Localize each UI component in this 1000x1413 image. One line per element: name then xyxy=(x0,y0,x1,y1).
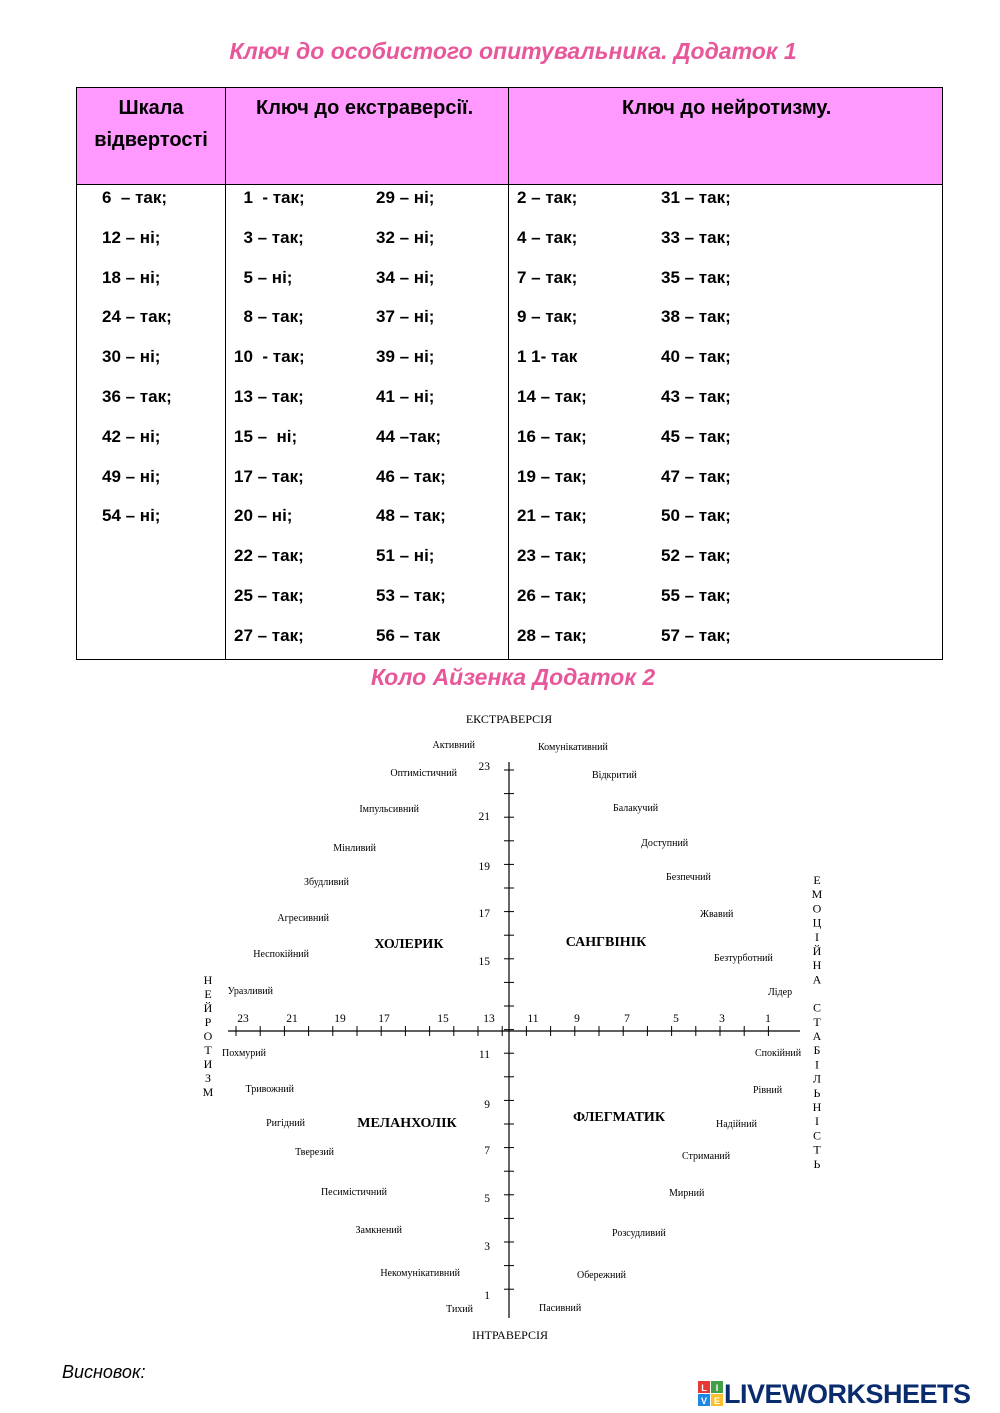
key-entry: 25 – так; xyxy=(234,585,304,605)
key-entry: 26 – так; xyxy=(517,585,587,605)
key-entry: 38 – так; xyxy=(661,307,731,327)
trait-label: Рівний xyxy=(753,1085,783,1096)
conclusion-label: Висновок: xyxy=(62,1362,146,1382)
trait-label: Імпульсивний xyxy=(359,804,419,815)
horizontal-tick-label: 23 xyxy=(237,1013,249,1025)
key-entry: 9 – так; xyxy=(517,307,578,327)
key-entry: 55 – так; xyxy=(661,585,731,605)
logo-brand-text: LIVEWORKSHEETS xyxy=(724,1378,971,1409)
axis-left-label: Н Е Й Р О Т И З М xyxy=(202,973,214,1099)
type-phlegmatic: ФЛЕГМАТИК xyxy=(573,1110,665,1125)
trait-label: Агресивний xyxy=(277,913,329,924)
key-entry: 33 – так; xyxy=(661,227,731,247)
horizontal-tick-label: 3 xyxy=(719,1013,725,1025)
vertical-tick-label: 11 xyxy=(478,1049,490,1061)
key-entry: 12 – ні; xyxy=(102,227,161,247)
logo-badge-icon xyxy=(698,1381,724,1407)
key-title: Ключ до особистого опитувальника. Додаток 1 xyxy=(229,38,797,64)
trait-label: Мінливий xyxy=(333,843,376,854)
axis-bottom-label: ІНТРАВЕРСІЯ xyxy=(472,1328,548,1342)
key-entry: 50 – так; xyxy=(661,506,731,526)
trait-label: Замкнений xyxy=(355,1225,402,1236)
key-entry: 27 – так; xyxy=(234,625,304,645)
key-entry: 52 – так; xyxy=(661,546,731,566)
neuroticism-list-b xyxy=(661,186,731,664)
trait-label: Лідер xyxy=(768,987,793,998)
key-entry: 46 – так; xyxy=(376,466,446,486)
trait-label: Некомунікативний xyxy=(380,1268,460,1279)
axis-top-label: ЕКСТРАВЕРСІЯ xyxy=(465,712,553,726)
key-entry: 53 – так; xyxy=(376,585,446,605)
key-entry: 34 – ні; xyxy=(376,267,435,287)
key-entry: 31 – так; xyxy=(661,188,731,207)
trait-label: Розсудливий xyxy=(612,1228,666,1239)
horizontal-tick-label: 17 xyxy=(378,1013,390,1025)
key-entry: 10 - так; xyxy=(234,347,305,367)
neuroticism-cell xyxy=(509,185,943,660)
trait-label: Оптимістичний xyxy=(390,768,457,779)
key-entry: 20 – ні; xyxy=(234,506,293,526)
neuroticism-list-a xyxy=(517,186,587,664)
trait-label: Тихий xyxy=(446,1304,473,1315)
key-entry: 23 – так; xyxy=(517,546,587,566)
horizontal-tick-label: 15 xyxy=(437,1013,449,1025)
openness-cell xyxy=(77,185,226,660)
key-entry: 37 – ні; xyxy=(376,307,435,327)
key-entry: 1 - так; xyxy=(234,188,305,207)
horizontal-tick-label: 1 xyxy=(765,1013,771,1025)
key-entry: 56 – так xyxy=(376,625,441,645)
key-entry: 54 – ні; xyxy=(102,506,161,526)
key-entry: 8 – так; xyxy=(234,307,304,327)
vertical-tick-label: 15 xyxy=(478,956,490,968)
vertical-tick-label: 1 xyxy=(484,1290,490,1302)
key-entry: 36 – так; xyxy=(102,386,172,406)
horizontal-tick-label: 7 xyxy=(624,1013,630,1025)
key-entry: 22 – так; xyxy=(234,546,304,566)
key-entry: 32 – ні; xyxy=(376,227,435,247)
header-neuroticism-label: Ключ до нейротизму. xyxy=(622,97,832,119)
key-entry: 42 – ні; xyxy=(102,426,161,446)
key-entry: 28 – так; xyxy=(517,625,587,645)
extraversion-cell xyxy=(226,185,509,660)
vertical-tick-label: 21 xyxy=(478,811,490,823)
type-choleric: ХОЛЕРИК xyxy=(374,937,444,952)
key-entry: 17 – так; xyxy=(234,466,304,486)
trait-label: Збудливий xyxy=(304,877,349,888)
vertical-tick-label: 23 xyxy=(478,761,490,773)
openness-list xyxy=(102,186,172,544)
axis-right-label: Е М О Ц І Й Н А С Т А Б І Л Ь Н І С Т Ь xyxy=(811,873,823,1171)
ticks xyxy=(236,770,768,1289)
trait-label: Неспокійний xyxy=(253,949,309,960)
trait-label: Безпечний xyxy=(666,872,711,883)
horizontal-tick-label: 13 xyxy=(483,1013,495,1025)
svg-text:V: V xyxy=(700,1396,708,1406)
key-entry: 3 – так; xyxy=(234,227,304,247)
axes xyxy=(228,762,800,1318)
trait-label: Безтурботний xyxy=(714,953,773,964)
key-table-header-row xyxy=(77,88,943,185)
trait-label: Надійний xyxy=(716,1119,757,1130)
type-sanguine: САНГВІНІК xyxy=(565,935,647,950)
trait-label: Спокійний xyxy=(755,1048,802,1059)
trait-label: Відкритий xyxy=(592,770,637,781)
trait-label: Ригідний xyxy=(266,1118,305,1129)
header-openness-label: Шкала відвертості xyxy=(94,97,208,151)
trait-label: Тверезий xyxy=(295,1147,334,1158)
vertical-tick-label: 17 xyxy=(478,908,490,920)
trait-label: Балакучий xyxy=(613,803,659,814)
trait-label: Похмурий xyxy=(221,1048,266,1059)
key-entry: 41 – ні; xyxy=(376,386,435,406)
key-entry: 30 – ні; xyxy=(102,347,161,367)
vertical-tick-label: 5 xyxy=(484,1193,490,1205)
liveworksheets-logo xyxy=(698,1379,971,1409)
trait-label: Обережний xyxy=(577,1270,627,1281)
key-entry: 44 –так; xyxy=(376,426,442,446)
svg-text:E: E xyxy=(713,1396,721,1406)
key-entry: 5 – ні; xyxy=(234,267,293,287)
vertical-tick-label: 3 xyxy=(484,1241,490,1253)
key-entry: 21 – так; xyxy=(517,506,587,526)
svg-text:L: L xyxy=(701,1383,707,1393)
key-entry: 49 – ні; xyxy=(102,466,161,486)
key-entry: 13 – так; xyxy=(234,386,304,406)
key-entry: 29 – ні; xyxy=(376,188,435,207)
vertical-tick-label: 9 xyxy=(484,1099,490,1111)
svg-text:I: I xyxy=(715,1383,719,1393)
vertical-tick-label: 19 xyxy=(478,861,490,873)
key-entry: 35 – так; xyxy=(661,267,731,287)
trait-label: Тривожний xyxy=(245,1084,294,1095)
key-entry: 24 – так; xyxy=(102,307,172,327)
type-melancholic: МЕЛАНХОЛІК xyxy=(357,1116,457,1131)
key-entry: 1 1- так xyxy=(517,347,578,367)
vertical-tick-label: 7 xyxy=(484,1145,490,1157)
header-extraversion xyxy=(226,88,509,185)
key-entry: 15 – ні; xyxy=(234,426,298,446)
trait-label: Доступний xyxy=(641,838,689,849)
key-entry: 18 – ні; xyxy=(102,267,161,287)
header-neuroticism xyxy=(509,88,943,185)
trait-label: Жвавий xyxy=(700,909,734,920)
extraversion-list-b xyxy=(376,186,446,664)
circle-title: Коло Айзенка Додаток 2 xyxy=(370,664,656,690)
trait-label: Песимістичний xyxy=(320,1187,387,1198)
trait-label: Пасивний xyxy=(539,1303,582,1314)
key-entry: 19 – так; xyxy=(517,466,587,486)
horizontal-tick-label: 11 xyxy=(527,1013,539,1025)
horizontal-tick-label: 19 xyxy=(334,1013,346,1025)
key-entry: 2 – так; xyxy=(517,188,578,207)
extraversion-list-a xyxy=(234,186,305,664)
key-entry: 39 – ні; xyxy=(376,347,435,367)
key-entry: 7 – так; xyxy=(517,267,578,287)
header-openness xyxy=(77,88,226,185)
eysenck-circle xyxy=(0,700,1000,1360)
key-entry: 45 – так; xyxy=(661,426,731,446)
key-entry: 57 – так; xyxy=(661,625,731,645)
key-entry: 16 – так; xyxy=(517,426,587,446)
trait-label: Мирний xyxy=(669,1188,705,1199)
key-entry: 43 – так; xyxy=(661,386,731,406)
horizontal-tick-label: 9 xyxy=(574,1013,580,1025)
key-entry: 40 – так; xyxy=(661,347,731,367)
horizontal-tick-label: 5 xyxy=(673,1013,679,1025)
trait-label: Комунікативний xyxy=(538,742,608,753)
key-entry: 14 – так; xyxy=(517,386,587,406)
horizontal-tick-label: 21 xyxy=(286,1013,298,1025)
trait-label: Стриманий xyxy=(682,1151,731,1162)
key-table-body-row xyxy=(77,185,943,660)
key-entry: 47 – так; xyxy=(661,466,731,486)
labels xyxy=(203,712,823,1342)
trait-label: Уразливий xyxy=(227,986,273,997)
key-entry: 6 – так; xyxy=(102,188,168,207)
key-entry: 51 – ні; xyxy=(376,546,435,566)
key-table xyxy=(76,87,943,660)
trait-label: Активний xyxy=(432,740,475,751)
key-entry: 4 – так; xyxy=(517,227,578,247)
key-entry: 48 – так; xyxy=(376,506,446,526)
header-extraversion-label: Ключ до екстраверсії. xyxy=(256,97,474,119)
